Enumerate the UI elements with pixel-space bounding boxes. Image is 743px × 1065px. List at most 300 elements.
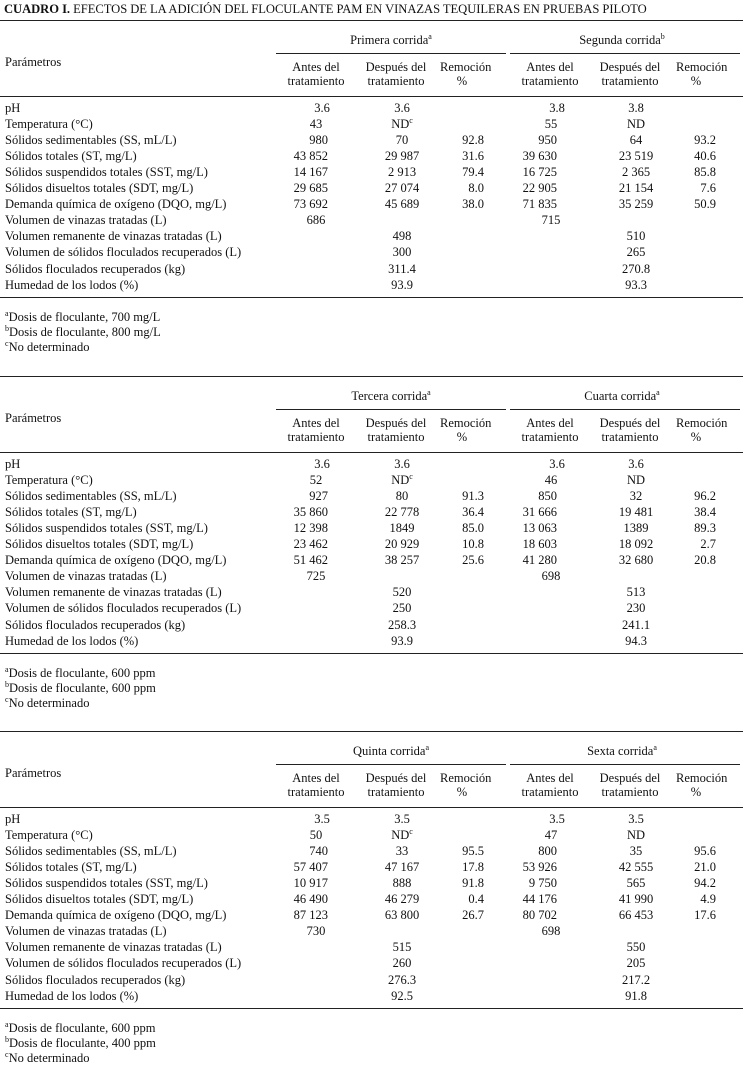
antes-header [510,771,590,799]
cell-remocion: 4.9 [700,892,716,907]
cell-despues [362,602,442,615]
row-label: Sólidos floculados recuperados (kg) [5,261,186,276]
cell-remocion: 8.0 [468,181,484,196]
cell-despues [362,813,442,826]
cell-antes: 50 [309,828,323,843]
cell-antes: 850 [538,489,557,504]
header-rule [0,452,743,453]
run-title-text: Segunda corrida [579,33,661,47]
cell-antes: 980 [309,133,328,148]
footnote-sup: a [5,1019,9,1029]
despues-header [590,60,670,88]
cell-despues-value: 265 [626,245,646,260]
cell-despues [362,990,442,1003]
despues-header-line2: tratamiento [601,430,659,444]
footnote-sup: b [5,679,9,689]
footnote-sup: c [5,694,9,704]
despues-header [356,416,436,444]
row-label: Volumen de vinazas tratadas (L) [5,924,167,939]
cell-remocion: 94.2 [694,876,716,891]
cell-remocion: 21.0 [694,860,716,875]
row-label: pH [5,812,21,826]
cell-despues-value: 70 [395,133,409,148]
remocion-header [440,771,492,799]
footnote [5,338,90,354]
cell-despues-value: 241.1 [621,617,651,632]
cell-despues [596,474,676,487]
cell-despues-value: 64 [629,133,643,148]
cell-despues [596,263,676,276]
table-bottom-rule [0,1008,743,1009]
cell-antes: 44 176 [522,892,557,907]
remocion-header-line2: % [690,785,702,799]
row-label: Sólidos sedimentables (SS, mL/L) [5,133,177,148]
antes-header [510,60,590,88]
despues-header-line1: Después del [599,60,661,74]
cell-despues-value: 2 365 [621,165,651,180]
antes-header [276,416,356,444]
row-label: Volumen remanente de vinazas tratadas (L) [5,585,222,600]
cell-despues-value: 217.2 [621,972,651,987]
cell-remocion: 91.8 [462,876,484,891]
footnote-text: Dosis de floculante, 600 ppm [9,680,156,695]
footnote [5,308,161,324]
despues-header-line1: Después del [365,771,427,785]
cell-despues [362,974,442,987]
cell-antes: 950 [538,133,557,148]
footnote-text: No determinado [8,695,90,710]
remocion-header-line2: % [456,430,468,444]
footnote-text: No determinado [8,1050,90,1065]
despues-header [356,771,436,799]
footnote [5,664,156,680]
cell-antes: 73 692 [293,197,328,212]
row-label: Sólidos disueltos totales (SDT, mg/L) [5,537,194,552]
cell-despues [362,635,442,648]
cell-despues-value: 94.3 [625,633,647,648]
despues-header-line2: tratamiento [367,430,425,444]
cell-antes: 52 [309,473,323,488]
despues-header-line2: tratamiento [367,74,425,88]
cell-remocion: 93.2 [694,133,716,148]
cell-remocion: 36.4 [462,505,484,520]
cell-despues [596,619,676,632]
cell-remocion: 40.6 [694,149,716,164]
footnote [5,679,156,695]
cell-antes: 9 750 [528,876,557,891]
cell-despues [362,118,442,131]
cell-antes: 87 123 [293,908,328,923]
row-label: Humedad de los lodos (%) [5,277,139,292]
cell-despues [362,619,442,632]
cell-remocion: 79.4 [462,165,484,180]
nd-footnote-sup: c [409,827,413,837]
run-title [512,390,732,403]
cell-despues-value: 22 778 [384,505,420,520]
cell-despues-value: 258.3 [387,617,417,632]
cell-remocion: 10.8 [462,537,484,552]
cell-despues-value: 3.6 [394,101,410,115]
despues-header-line2: tratamiento [601,74,659,88]
antes-header-line2: tratamiento [521,430,579,444]
table-caption [4,3,742,16]
row-label: Humedad de los lodos (%) [5,633,139,648]
cell-despues-value: 38 257 [384,553,420,568]
cell-despues-value: 35 [629,844,643,859]
cell-despues-value: 92.5 [391,988,413,1003]
cell-despues-value: 888 [392,876,412,891]
cell-antes: 715 [541,213,561,228]
cell-remocion: 17.8 [462,860,484,875]
cell-despues [362,230,442,243]
row-label: Sólidos suspendidos totales (SST, mg/L) [5,165,208,180]
cell-antes: 23 462 [293,537,328,552]
row-label: Temperatura (°C) [5,473,93,488]
cell-antes: 47 [544,828,558,843]
cell-antes: 3.6 [314,101,330,115]
despues-header [356,60,436,88]
row-label: Temperatura (°C) [5,828,93,843]
despues-header-line1: Después del [599,416,661,430]
run-title-rule [510,409,740,410]
row-label: Sólidos totales (ST, mg/L) [5,149,137,164]
footnote-text: Dosis de floculante, 600 ppm [8,665,156,680]
cell-antes: 46 [544,473,558,488]
cell-despues-value: 2 913 [387,165,417,180]
footnote-sup: a [5,664,9,674]
cell-antes: 29 685 [293,181,328,196]
cell-despues-value: 1849 [389,521,415,536]
row-label: pH [5,457,21,471]
antes-header-line1: Antes del [526,416,574,430]
cell-despues-value: 311.4 [388,261,416,276]
cell-despues-value: 205 [626,956,646,971]
cell-antes: 80 702 [522,908,557,923]
run-title-text: Tercera corrida [351,389,428,403]
cell-despues-value: 93.9 [391,633,413,648]
footnote [5,1019,156,1035]
footnote-sup: c [5,1049,9,1059]
row-label: Sólidos disueltos totales (SDT, mg/L) [5,892,194,907]
cell-despues-value: 550 [626,940,646,955]
footnote-sup: b [5,1034,9,1044]
antes-header-line1: Antes del [292,416,340,430]
remocion-header [440,416,492,444]
cell-despues-value: 93.9 [391,277,413,292]
cell-antes: 740 [309,844,328,859]
cell-despues-value: 46 279 [384,892,420,907]
footnote-text: Dosis de floculante, 800 mg/L [9,324,161,339]
cell-despues [362,279,442,292]
cell-despues [596,458,676,471]
table-top-rule [0,20,743,21]
remocion-header-line1: Remoción [676,60,728,74]
run-title-sup: a [653,743,657,752]
cell-remocion: 26.7 [462,908,484,923]
antes-header-line2: tratamiento [521,74,579,88]
cell-despues-value: 47 167 [384,860,420,875]
despues-header [590,771,670,799]
cell-remocion: 17.6 [694,908,716,923]
run-title [512,34,732,47]
remocion-header-line1: Remoción [440,416,492,430]
run-title-rule [276,409,506,410]
despues-header-line2: tratamiento [601,785,659,799]
footnote-text: Dosis de floculante, 400 ppm [9,1035,156,1050]
parametros-header: Parámetros [5,55,62,69]
cell-despues-value: 32 680 [618,553,654,568]
run-title-text: Primera corrida [350,33,429,47]
row-label: Demanda química de oxígeno (DQO, mg/L) [5,197,227,212]
antes-header-line1: Antes del [526,771,574,785]
table-bottom-rule [0,653,743,654]
cell-antes: 43 [309,117,323,132]
cell-despues [596,941,676,954]
footnote [5,694,90,710]
run-title-sup: a [428,32,432,41]
row-label: Sólidos totales (ST, mg/L) [5,505,137,520]
cell-despues-value: 32 [629,489,643,504]
cell-antes: 3.5 [549,812,565,826]
antes-header-line2: tratamiento [521,785,579,799]
remocion-header [676,416,728,444]
cell-despues [596,635,676,648]
cell-despues-value: 18 092 [618,537,654,552]
row-label: Humedad de los lodos (%) [5,988,139,1003]
run-title [281,745,501,758]
cell-despues [596,102,676,115]
table-top-rule [0,376,743,377]
cell-despues-value: 45 689 [384,197,420,212]
cell-antes: 3.6 [314,457,330,471]
cell-remocion: 38.0 [462,197,484,212]
cell-despues [362,458,442,471]
remocion-header-line1: Remoción [676,771,728,785]
footnote-sup: c [5,338,9,348]
cell-antes: 698 [541,924,561,939]
remocion-header-line1: Remoción [676,416,728,430]
cell-antes: 31 666 [522,505,557,520]
cell-remocion: 91.3 [462,489,484,504]
nd-footnote-sup: c [409,116,413,126]
cell-antes: 3.6 [549,457,565,471]
run-title [512,745,732,758]
table-bottom-rule [0,297,743,298]
cell-despues-value: 33 [395,844,409,859]
cell-antes: 43 852 [293,149,328,164]
remocion-header-line2: % [456,74,468,88]
header-rule [0,96,743,97]
cell-despues-value: 3.6 [628,457,644,471]
remocion-header-line2: % [690,430,702,444]
cell-despues [596,957,676,970]
row-label: Demanda química de oxígeno (DQO, mg/L) [5,553,227,568]
run-title-sup: a [425,743,430,752]
cell-antes: 22 905 [522,181,557,196]
row-label: Volumen de vinazas tratadas (L) [5,569,167,584]
row-label: Sólidos sedimentables (SS, mL/L) [5,489,177,504]
row-label: Sólidos totales (ST, mg/L) [5,860,137,875]
remocion-header-line1: Remoción [440,771,492,785]
cell-remocion: 38.4 [694,505,716,520]
cell-despues [362,102,442,115]
run-title-sup: a [656,388,660,397]
parametros-header: Parámetros [5,411,62,425]
header-rule [0,807,743,808]
cell-antes: 14 167 [293,165,328,180]
cell-despues [596,279,676,292]
cell-despues-value: 520 [392,585,412,600]
cell-antes: 16 725 [522,165,557,180]
footnote-sup: b [5,323,9,333]
antes-header-line2: tratamiento [287,430,345,444]
cell-despues-value: 42 555 [618,860,654,875]
cell-antes: 13 063 [522,521,557,536]
cell-despues-value: 29 987 [384,149,420,164]
cell-remocion: 96.2 [694,489,716,504]
cell-despues-value: 19 481 [618,505,654,520]
cell-despues-value: 23 519 [618,149,654,164]
cell-despues-value: 3.5 [628,812,644,826]
footnote [5,323,161,339]
cell-despues-value: 21 154 [618,181,654,196]
cell-despues-value: 93.3 [625,277,647,292]
cell-despues-value: 80 [395,489,409,504]
cell-antes: 686 [306,213,326,228]
cell-despues [596,118,676,131]
row-label: Volumen remanente de vinazas tratadas (L) [5,940,222,955]
antes-header-line2: tratamiento [287,785,345,799]
run-title [281,34,501,47]
cell-remocion: 7.6 [700,181,716,196]
antes-header-line1: Antes del [292,771,340,785]
cell-antes: 55 [544,117,558,132]
remocion-header-line2: % [690,74,702,88]
cell-antes: 39 630 [522,149,557,164]
cell-antes: 800 [538,844,557,859]
cell-remocion: 25.6 [462,553,484,568]
cell-antes: 18 603 [522,537,557,552]
cell-despues-value: 66 453 [618,908,654,923]
cell-antes: 725 [306,569,326,584]
cell-antes: 57 407 [293,860,328,875]
remocion-header [676,771,728,799]
run-title-text: Quinta corrida [352,744,426,758]
table-top-rule [0,731,743,732]
despues-header-line2: tratamiento [367,785,425,799]
cell-antes: 35 860 [293,505,328,520]
cell-antes: 698 [541,569,561,584]
cell-antes: 46 490 [293,892,328,907]
cell-remocion: 92.8 [462,133,484,148]
cell-despues-value: 91.8 [625,988,647,1003]
cell-despues-value: 41 990 [618,892,654,907]
cell-despues-value: 230 [626,601,646,616]
cell-despues [362,957,442,970]
footnote-sup: a [5,308,9,318]
row-label: Temperatura (°C) [5,117,93,132]
despues-header-line1: Después del [365,60,427,74]
footnote [5,1049,90,1065]
cell-despues-value: 510 [626,229,646,244]
cell-despues-value: 20 929 [384,537,420,552]
row-label: Sólidos disueltos totales (SDT, mg/L) [5,181,194,196]
antes-header [510,416,590,444]
run-title-rule [510,764,740,765]
cell-despues-value: 63 800 [384,908,420,923]
despues-header-line1: Después del [599,771,661,785]
cell-antes: 12 398 [293,521,328,536]
cell-antes: 730 [306,924,326,939]
cell-antes: 51 462 [293,553,328,568]
cell-despues-value: ND [391,473,410,488]
cell-despues-value: ND [391,117,410,132]
cell-despues [362,246,442,259]
despues-header-line1: Después del [365,416,427,430]
row-label: Volumen de sólidos floculados recuperados (L) [5,956,242,971]
run-title-sup: a [427,388,431,397]
remocion-header-line1: Remoción [440,60,492,74]
row-label: Sólidos suspendidos totales (SST, mg/L) [5,876,208,891]
cell-antes: 53 926 [522,860,557,875]
row-label: Volumen de sólidos floculados recuperados (L) [5,601,242,616]
cell-despues [596,990,676,1003]
cell-despues [362,586,442,599]
footnote-text: No determinado [8,339,90,354]
antes-header-line1: Antes del [526,60,574,74]
antes-header [276,771,356,799]
cell-despues [362,263,442,276]
row-label: Sólidos sedimentables (SS, mL/L) [5,844,177,859]
cell-despues [596,813,676,826]
run-title-rule [276,53,506,54]
cell-despues-value: 3.5 [394,812,410,826]
cell-despues-value: ND [626,117,646,132]
cell-despues-value: 35 259 [618,197,654,212]
antes-header [276,60,356,88]
cell-remocion: 85.8 [694,165,716,180]
caption-label: CUADRO I. [4,2,71,16]
cell-remocion: 0.4 [468,892,484,907]
cell-antes: 71 835 [522,197,557,212]
antes-header-line1: Antes del [292,60,340,74]
cell-despues-value: 260 [392,956,412,971]
cell-despues-value: 3.6 [394,457,410,471]
cell-antes: 3.5 [314,812,330,826]
cell-despues [362,941,442,954]
row-label: pH [5,101,21,115]
cell-despues-value: 498 [392,229,412,244]
cell-despues-value: 300 [392,245,412,260]
row-label: Sólidos floculados recuperados (kg) [5,972,186,987]
cell-despues [596,602,676,615]
footnote [5,1034,156,1050]
cell-antes: 41 280 [522,553,557,568]
cell-despues-value: 270.8 [621,261,651,276]
cell-remocion: 95.5 [462,844,484,859]
run-title-text: Cuarta corrida [584,389,657,403]
remocion-header [440,60,492,88]
cell-despues [362,829,442,842]
cell-remocion: 20.8 [694,553,716,568]
row-label: Sólidos suspendidos totales (SST, mg/L) [5,521,208,536]
cell-despues [596,246,676,259]
cell-despues [596,974,676,987]
cell-despues [596,586,676,599]
remocion-header-line2: % [456,785,468,799]
cell-remocion: 50.9 [694,197,716,212]
cell-antes: 3.8 [549,101,565,115]
